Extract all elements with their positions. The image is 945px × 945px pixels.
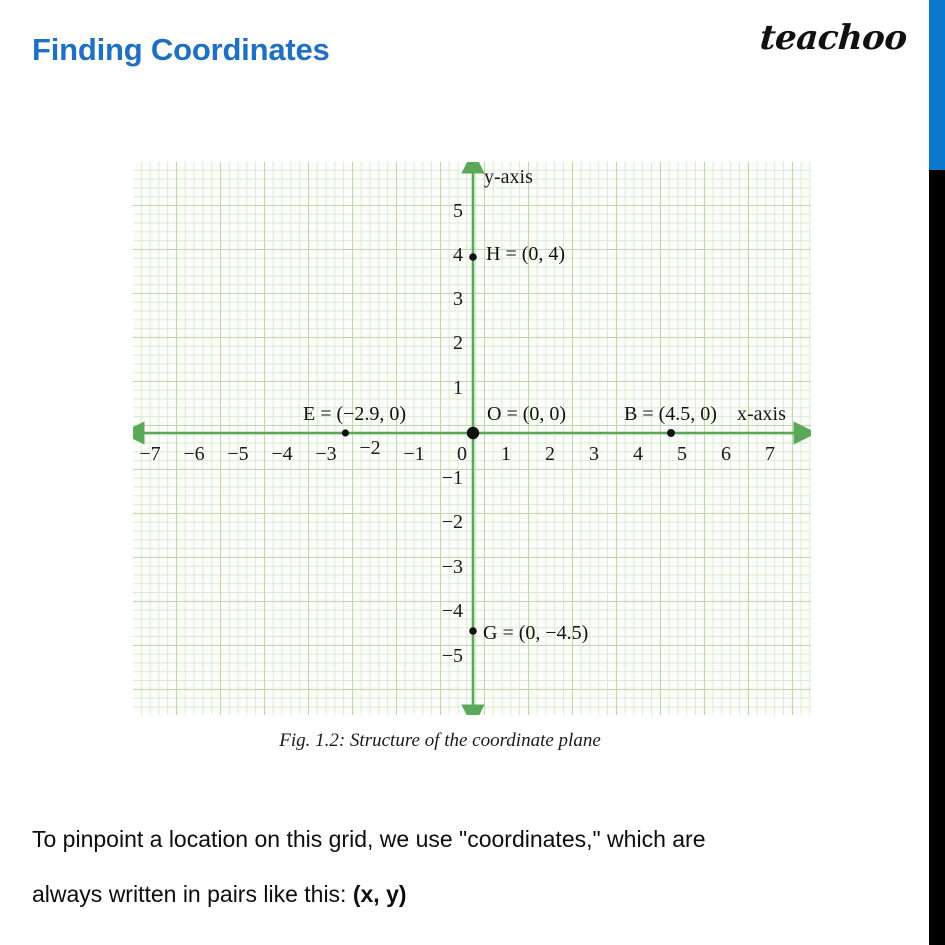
body-line-2-bold: (x, y) [352,881,407,907]
point-label-O: O = (0, 0) [487,403,567,425]
ytick--5: −5 [441,645,463,667]
point-label-G: G = (0, −4.5) [483,622,589,644]
page-title: Finding Coordinates [32,32,330,67]
teachoo-logo: teachoo [758,18,909,58]
xtick-0: 0 [457,443,467,465]
xtick-1: 1 [501,443,511,465]
ytick-1: 1 [453,377,463,399]
body-line-2-prefix: always written in pairs like this: [32,881,353,907]
xtick-4: 4 [633,443,643,465]
xtick--5: −5 [227,443,249,465]
body-paragraph [32,812,912,922]
xtick--1: −1 [403,443,425,465]
point-label-H: H = (0, 4) [486,243,566,265]
ytick-5: 5 [453,200,463,222]
x-axis-label: x-axis [737,403,786,425]
body-line-1: To pinpoint a location on this grid, we use "coordinates," which are [32,826,706,852]
ytick--2: −2 [441,511,463,533]
ytick-2: 2 [453,332,463,354]
xtick--4: −4 [271,443,293,465]
xtick--3: −3 [315,443,337,465]
ytick--3: −3 [441,556,463,578]
xtick-5: 5 [677,443,687,465]
xtick-2: 2 [545,443,555,465]
xtick--6: −6 [183,443,205,465]
xtick--2: −2 [359,437,381,459]
xtick--7: −7 [139,443,161,465]
y-axis-label: y-axis [484,166,533,188]
graph-paper-grid [133,162,811,715]
ytick--1: −1 [441,467,463,489]
ytick-3: 3 [453,288,463,310]
figure-caption: Fig. 1.2: Structure of the coordinate plane [279,730,601,751]
point-label-B: B = (4.5, 0) [624,403,717,425]
xtick-7: 7 [765,443,775,465]
xtick-6: 6 [721,443,731,465]
ytick-4: 4 [453,244,463,266]
ytick--4: −4 [441,600,463,622]
point-label-E: E = (−2.9, 0) [303,403,407,425]
xtick-3: 3 [589,443,599,465]
